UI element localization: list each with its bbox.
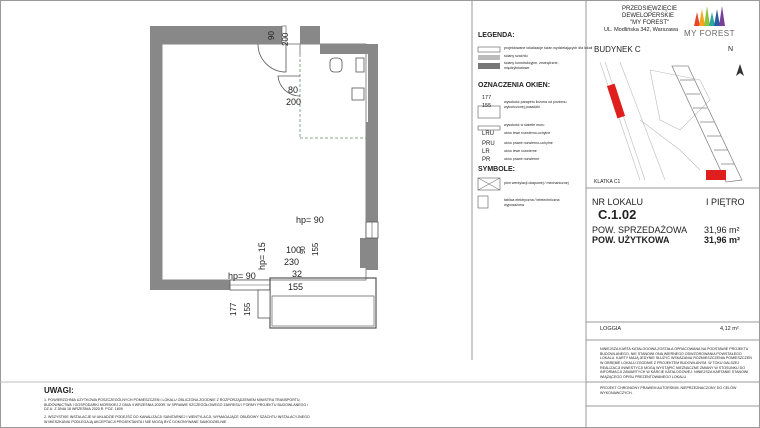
window-sample-bottom: 155 (482, 103, 492, 109)
window-marks-title: OZNACZENIA OKIEN: (478, 82, 551, 89)
developer-line-1: PRZEDSIĘWZIĘCIE (622, 6, 678, 12)
legend-item-3: ściany konstrukcyjne, zewnętrzne, międzylokalowe (504, 61, 559, 70)
legend-item-2: ściany szachtu (504, 54, 528, 58)
building-label: BUDYNEK C (594, 45, 641, 54)
side-window-hp: hp= 15 (257, 242, 267, 270)
dim-155: 155 (288, 282, 304, 292)
usable-area-value: 31,96 m² (704, 235, 741, 245)
window-wall-note: wysokość w świetle muru (504, 123, 545, 127)
developer-line-3: "MY FOREST" (630, 20, 670, 26)
developer-line-2: DEWELOPERSKIE (622, 13, 675, 19)
loggia-window-hp: hp= 90 (228, 271, 256, 281)
window-code-pru-desc: okno prawe rozwierno-uchylne (504, 141, 553, 145)
north-label: N (728, 46, 734, 53)
loggia-155: 155 (243, 302, 252, 316)
unit-floor: I PIĘTRO (706, 197, 745, 207)
window-sample-top: 177 (482, 95, 492, 101)
logo-text: MY FOREST (684, 29, 736, 38)
door-interior-width: 80 (288, 85, 299, 95)
loggia-value: 4,12 m² (720, 326, 739, 332)
stair-label: KLATKA C1 (594, 179, 621, 185)
uwagi-note-1: 1. POWIERZCHNIA UŻYTKOWA POSZCZEGÓLNYCH POMIESZCZEŃ I LOKALU OBLICZONA ZGODNIE Z ROZPORZĄDZENIEM MINISTRA TRANSPORTU, BUDOWNICTWA I GOSPODARKI MORSKIEJ Z DNIA 4 WRZEŚNIA 2020R. W SPRAWIE SZCZEGÓŁOWEGO ZAKRESU I FORMY PROJEKTU BUDOWLANEGO / DZ.U. Z DNIA 18 WRZEŚNIA 2020 R. POZ. 1609 (44, 398, 309, 412)
dim-32: 32 (292, 269, 303, 279)
door-interior-height: 200 (286, 97, 302, 107)
info-note: NINIEJSZA KARTA KATALOGOWA ZOSTAŁA OPRACOWANA NA PODSTAWIE PROJEKTU BUDOWLANEGO, NIE STANOWI ONA WIERNEGO ODWZOROWANIA POWSTAŁEGO LOKALU. KARTY MAJĄ JEDYNIE SŁUŻYĆ WSKAZANIU ROZMIESZCZENIA POMIESZCZEŃ W OBRĘBIE LOKALU ZGODNIE Z PROJEKTEM BUDOWLANYM. W TOKU DALSZEJ REALIZACJI INWESTYCJI MOGĄ WYSTĄPIĆ NIEZNACZNE ZMIANY W STOSUNKU DO INFORMACJI ZAWARTYCH W KARCIE KATALOGOWEJ. NINIEJSZA KARTANIE STANOWI WIĄŻĄCEGO OPISU PREZENTOWANEGO LOKALU. (600, 347, 752, 380)
sales-area-label: POW. SPRZEDAŻOWA (592, 225, 688, 235)
window-code-pru: PRU (482, 141, 495, 147)
site-map (592, 58, 752, 182)
legend-item-1: projektowane lokalizacje ścian wydzielających dla lokali (504, 46, 593, 50)
window-hp: hp= 90 (296, 215, 324, 225)
door-top-height: 200 (281, 32, 290, 46)
side-window-height: 155 (311, 242, 320, 256)
door-top-width: 90 (267, 31, 276, 40)
window-code-lr-desc: okno lewe rozwierne (504, 149, 537, 153)
window-code-lru: LRU (482, 131, 495, 137)
dim-90: 90 (300, 246, 307, 254)
window-code-lr: LR (482, 149, 490, 155)
symbol-electric-panel: tablica elektryczna / teletechniczna wyposażona (504, 198, 560, 207)
unit-nr-label: NR LOKALU (592, 197, 644, 207)
uwagi-title: UWAGI: (44, 386, 74, 395)
symbol-ventilation: pion wentylacji okapowej / mechanicznej (504, 181, 569, 185)
loggia-177: 177 (229, 302, 238, 316)
window-code-pr-desc: okno prawe rozwierne (504, 157, 540, 161)
usable-area-label: POW. UŻYTKOWA (592, 235, 670, 245)
loggia-label: LOGGIA (600, 326, 622, 332)
sales-area-value: 31,96 m² (704, 225, 740, 235)
unit-number: C.1.02 (598, 207, 637, 222)
uwagi-note-2: 2. WSZYSTKIE INSTALACJE W UKŁADZIE PODEJŚĆ DO KANALIZACJI SANITARNEJ I WENTYLACJI, WYMAGAJĄCE OBUDOWY SZACHTU INSTALACYJNEGO W MIESZKANIU PODLEGAJĄ AKCEPTACJI PROJEKTANTA I NIE MOGĄ BYĆ DOKONYWANE SAMODZIELNIE (44, 415, 310, 424)
dim-230: 230 (284, 257, 300, 267)
symbols-title: SYMBOLE: (478, 166, 515, 173)
window-sample-desc: wysokość parapetu liczona od poziomu wykończonej posadzki (504, 100, 567, 109)
legend-title: LEGENDA: (478, 32, 515, 39)
window-code-pr: PR (482, 157, 491, 163)
window-code-lru-desc: okno lewe rozwierno-uchylne (504, 131, 551, 135)
copyright-note: PROJEKT CHRONIONY PRAWEM AUTORSKIM. NIEPRZEZNACZONY DO CELÓW WYKONAWCZYCH. (600, 386, 737, 395)
dim-100: 100 (286, 245, 302, 255)
developer-address: UL. Modlińska 342, Warszawa (604, 27, 679, 33)
